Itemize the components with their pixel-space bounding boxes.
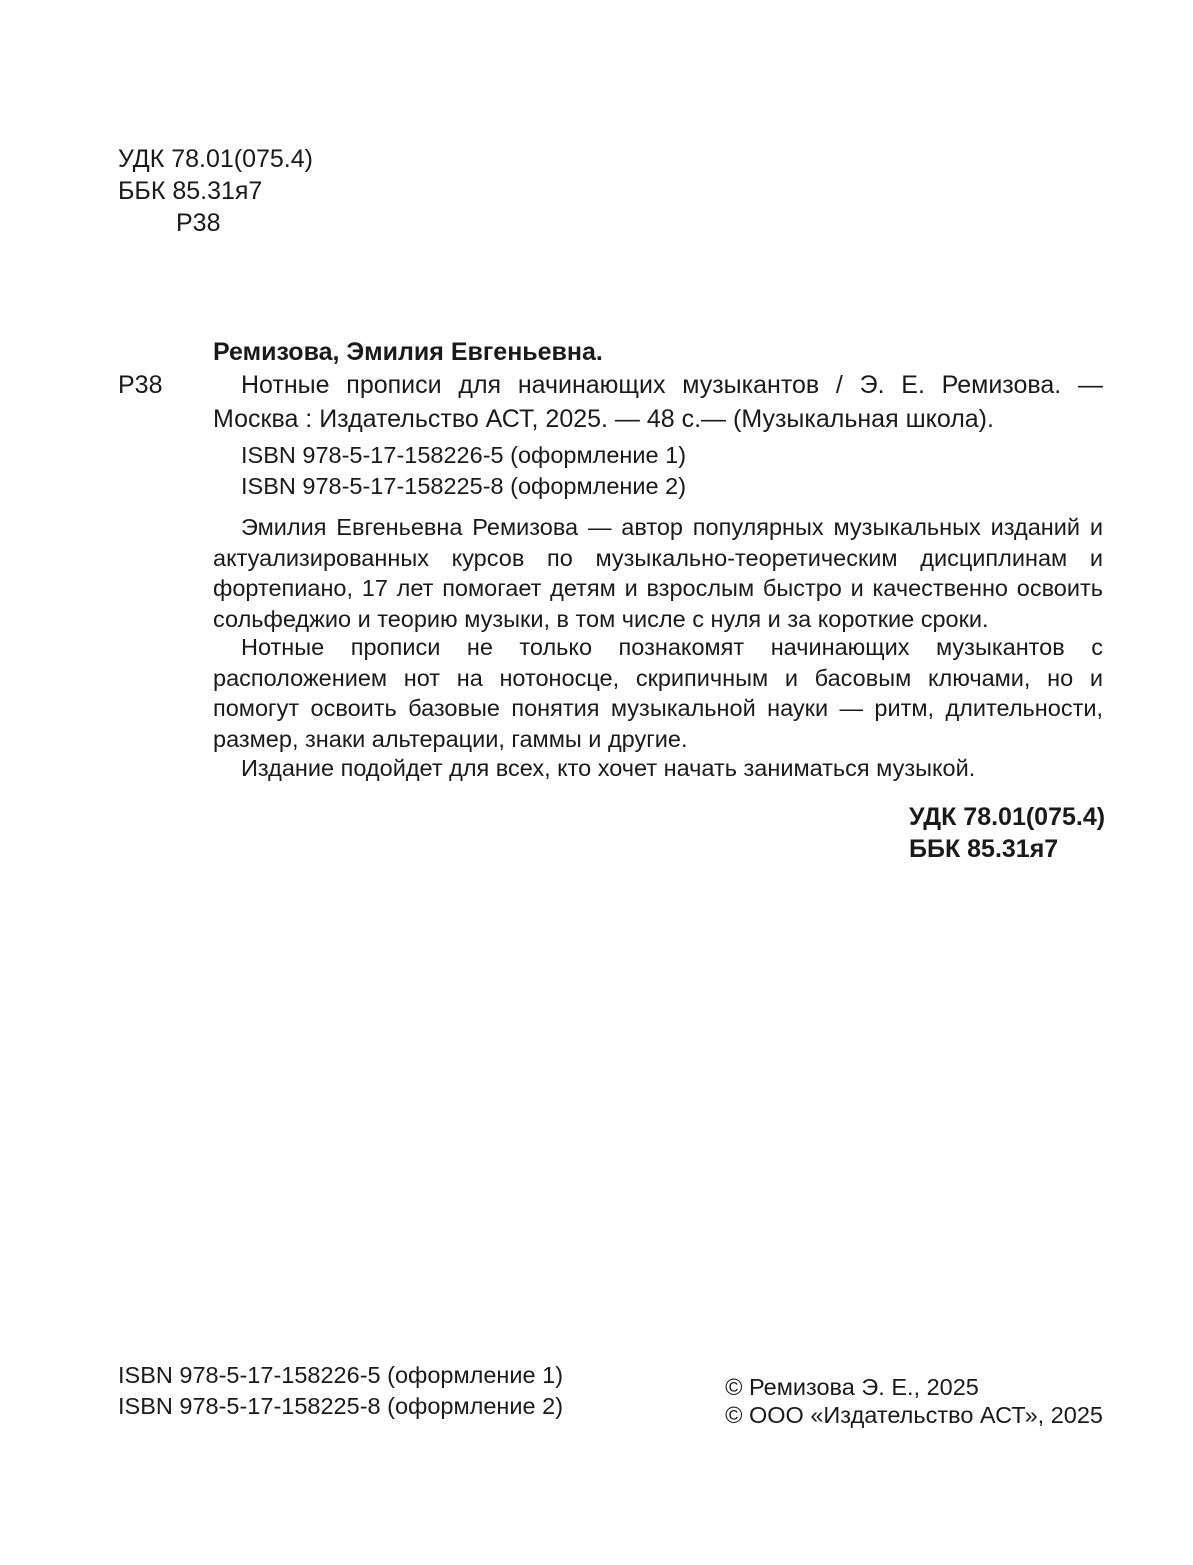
- entry-isbn-list: [241, 440, 686, 502]
- entry-author-mark: Р38: [118, 371, 163, 399]
- top-classification-codes: [118, 142, 313, 238]
- title-line-2: Москва : Издательство АСТ, 2025. — 48 с.— (Музыкальная школа).: [213, 405, 994, 433]
- author-mark: Р38: [176, 209, 221, 237]
- copyright-notice: [725, 1372, 1103, 1428]
- footer-isbn-2: ISBN 978-5-17-158225-8 (оформление 2): [118, 1393, 564, 1419]
- copyright-author: © Ремизова Э. Е., 2025: [725, 1374, 979, 1400]
- bbk-code: ББК 85.31я7: [118, 177, 263, 205]
- author-heading: Ремизова, Эмилия Евгеньевна.: [213, 338, 603, 366]
- footer-isbn-list: [118, 1360, 563, 1422]
- entry-isbn-1: ISBN 978-5-17-158226-5 (оформление 1): [241, 442, 687, 468]
- udk-code: УДК 78.01(075.4): [118, 145, 313, 173]
- entry-classification-codes: [909, 800, 1105, 864]
- annotation-paragraph-1: Эмилия Евгеньевна Ремизова — автор популярных музыкальных изданий и актуализированных курсов по музыкально-теоретическим дисциплинам и фортепиано, 17 лет помогает детям и взрослым быстро и качественно освоить сольфеджио и теорию музыки, в том числе с нуля и за короткие сроки.: [213, 514, 1103, 632]
- annotation-paragraph-3: Издание подойдет для всех, кто хочет начать заниматься музыкой.: [241, 755, 976, 781]
- title-line-1: Нотные прописи для начинающих музыкантов / Э. Е. Ремизова. —: [241, 371, 1103, 399]
- annotation-paragraph-2: Нотные прописи не только познакомят начинающих музыкантов с расположением нот на нотоносце, скрипичным и басовым ключами, но и помогут освоить базовые понятия музыкальной науки — ритм, длительности, размер, знаки альтерации, гаммы и другие.: [213, 634, 1103, 752]
- entry-isbn-2: ISBN 978-5-17-158225-8 (оформление 2): [241, 473, 687, 499]
- copyright-publisher: © ООО «Издательство АСТ», 2025: [725, 1402, 1103, 1428]
- entry-udk-code: УДК 78.01(075.4): [909, 803, 1106, 831]
- entry-bbk-code: ББК 85.31я7: [909, 835, 1059, 863]
- bibliographic-title: [213, 368, 1103, 436]
- footer-isbn-1: ISBN 978-5-17-158226-5 (оформление 1): [118, 1362, 564, 1388]
